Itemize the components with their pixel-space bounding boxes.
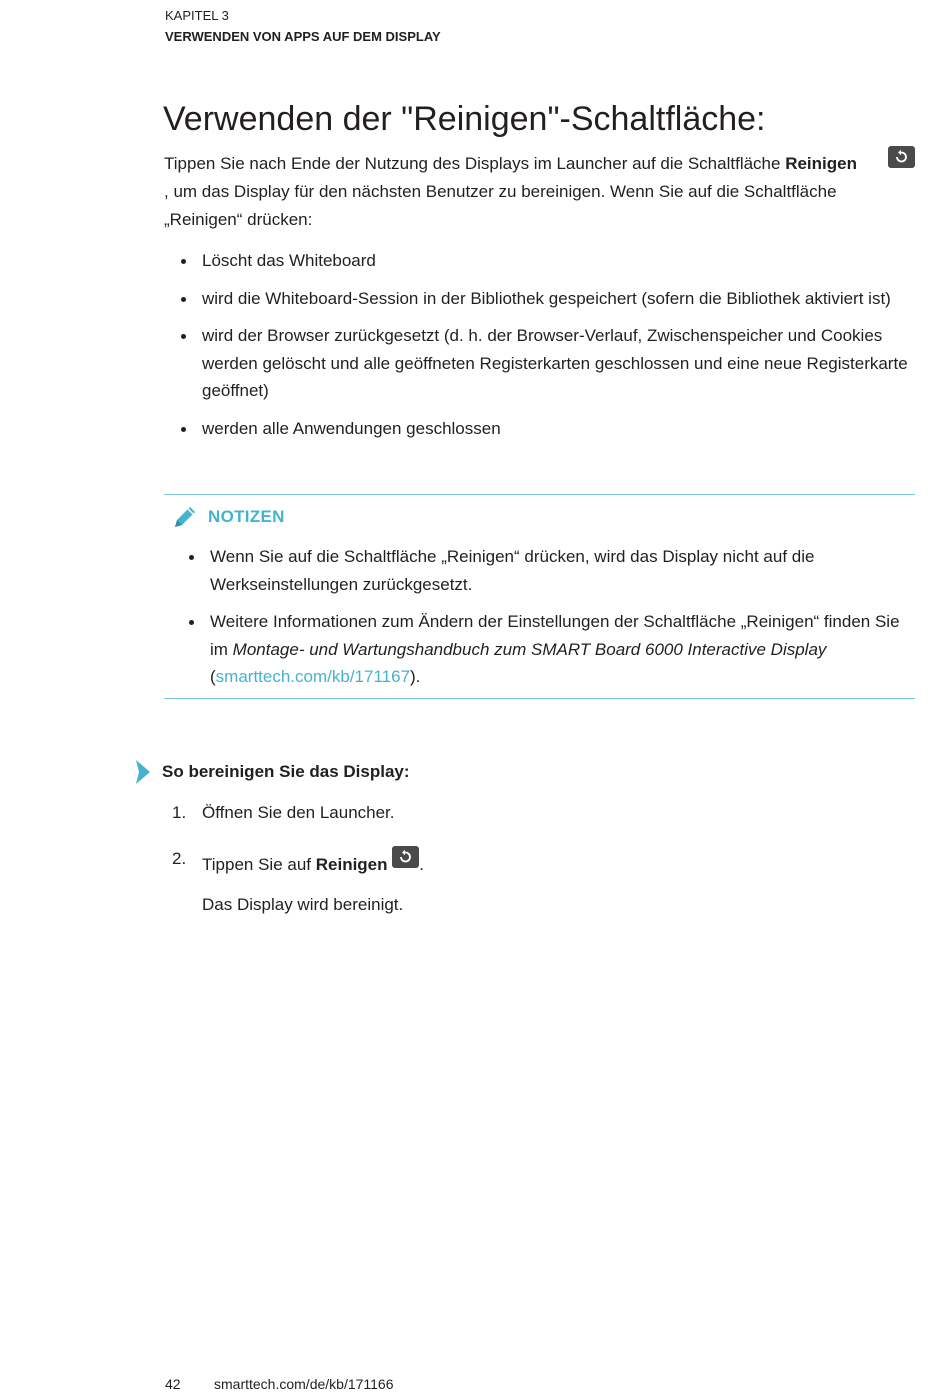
note-text: Weitere Informationen zum Ändern der Einstellungen der Schaltfläche „Reinigen“ finden Sie im <box>210 612 900 659</box>
step-text-before: Tippen Sie auf <box>202 855 316 874</box>
chapter-title: VERWENDEN VON APPS AUF DEM DISPLAY <box>165 29 441 44</box>
page-number: 42 <box>165 1376 181 1392</box>
list-item: Löscht das Whiteboard <box>178 247 918 275</box>
intro-text-continued: , um das Display für den nächsten Benutzer zu bereinigen. Wenn Sie auf die Schaltfläche „Reinigen“ drücken: <box>164 182 837 229</box>
step-bold-reinigen: Reinigen <box>315 855 388 874</box>
note-paren-close: ). <box>410 667 421 686</box>
effects-list <box>178 247 918 452</box>
intro-paragraph <box>164 150 919 234</box>
step-number: 2. <box>172 849 187 868</box>
chapter-label: KAPITEL 3 <box>165 8 229 23</box>
procedure-arrow-icon <box>136 760 150 784</box>
pencil-icon <box>172 504 198 530</box>
section-title: Verwenden der "Reinigen"-Schaltfläche: <box>163 100 766 138</box>
list-item: werden alle Anwendungen geschlossen <box>178 415 918 443</box>
list-item: Wenn Sie auf die Schaltfläche „Reinigen“ drücken, wird das Display nicht auf die Werkseinstellungen zurückgesetzt. <box>186 543 921 598</box>
manual-title: Montage- und Wartungshandbuch zum SMART Board 6000 Interactive Display <box>232 639 827 659</box>
note-paren-open: ( <box>210 667 216 686</box>
procedure-steps <box>172 800 872 938</box>
step-2 <box>172 846 872 918</box>
intro-text: Tippen Sie nach Ende der Nutzung des Displays im Launcher auf die Schaltfläche <box>164 154 786 173</box>
step-text: Öffnen Sie den Launcher. <box>202 803 395 822</box>
note-title: NOTIZEN <box>208 507 285 526</box>
note-bottom-rule <box>164 698 915 699</box>
step-text <box>202 846 424 918</box>
reset-button-icon <box>392 846 419 868</box>
note-list <box>186 543 921 701</box>
footer-url: smarttech.com/de/kb/171166 <box>214 1376 394 1392</box>
list-item <box>186 608 921 691</box>
note-header <box>172 503 285 531</box>
kb-link[interactable]: smarttech.com/kb/171167 <box>215 667 411 686</box>
list-item: wird die Whiteboard-Session in der Bibliothek gespeichert (sofern die Bibliothek aktiviert ist) <box>178 285 918 313</box>
step-number: 1. <box>172 803 187 822</box>
step-1 <box>172 800 872 826</box>
step-text-after: . <box>419 855 424 874</box>
intro-bold-reinigen: Reinigen <box>785 154 857 173</box>
step-result: Das Display wird bereinigt. <box>202 895 404 914</box>
list-item: wird der Browser zurückgesetzt (d. h. der Browser-Verlauf, Zwischenspeicher und Cookies werden gelöscht und alle geöffneten Registerkarten geschlossen und eine neue Registerkarte geöffnet) <box>178 322 918 405</box>
note-top-rule <box>164 494 915 495</box>
reset-button-icon <box>888 146 915 168</box>
procedure-title: So bereinigen Sie das Display: <box>162 762 410 781</box>
